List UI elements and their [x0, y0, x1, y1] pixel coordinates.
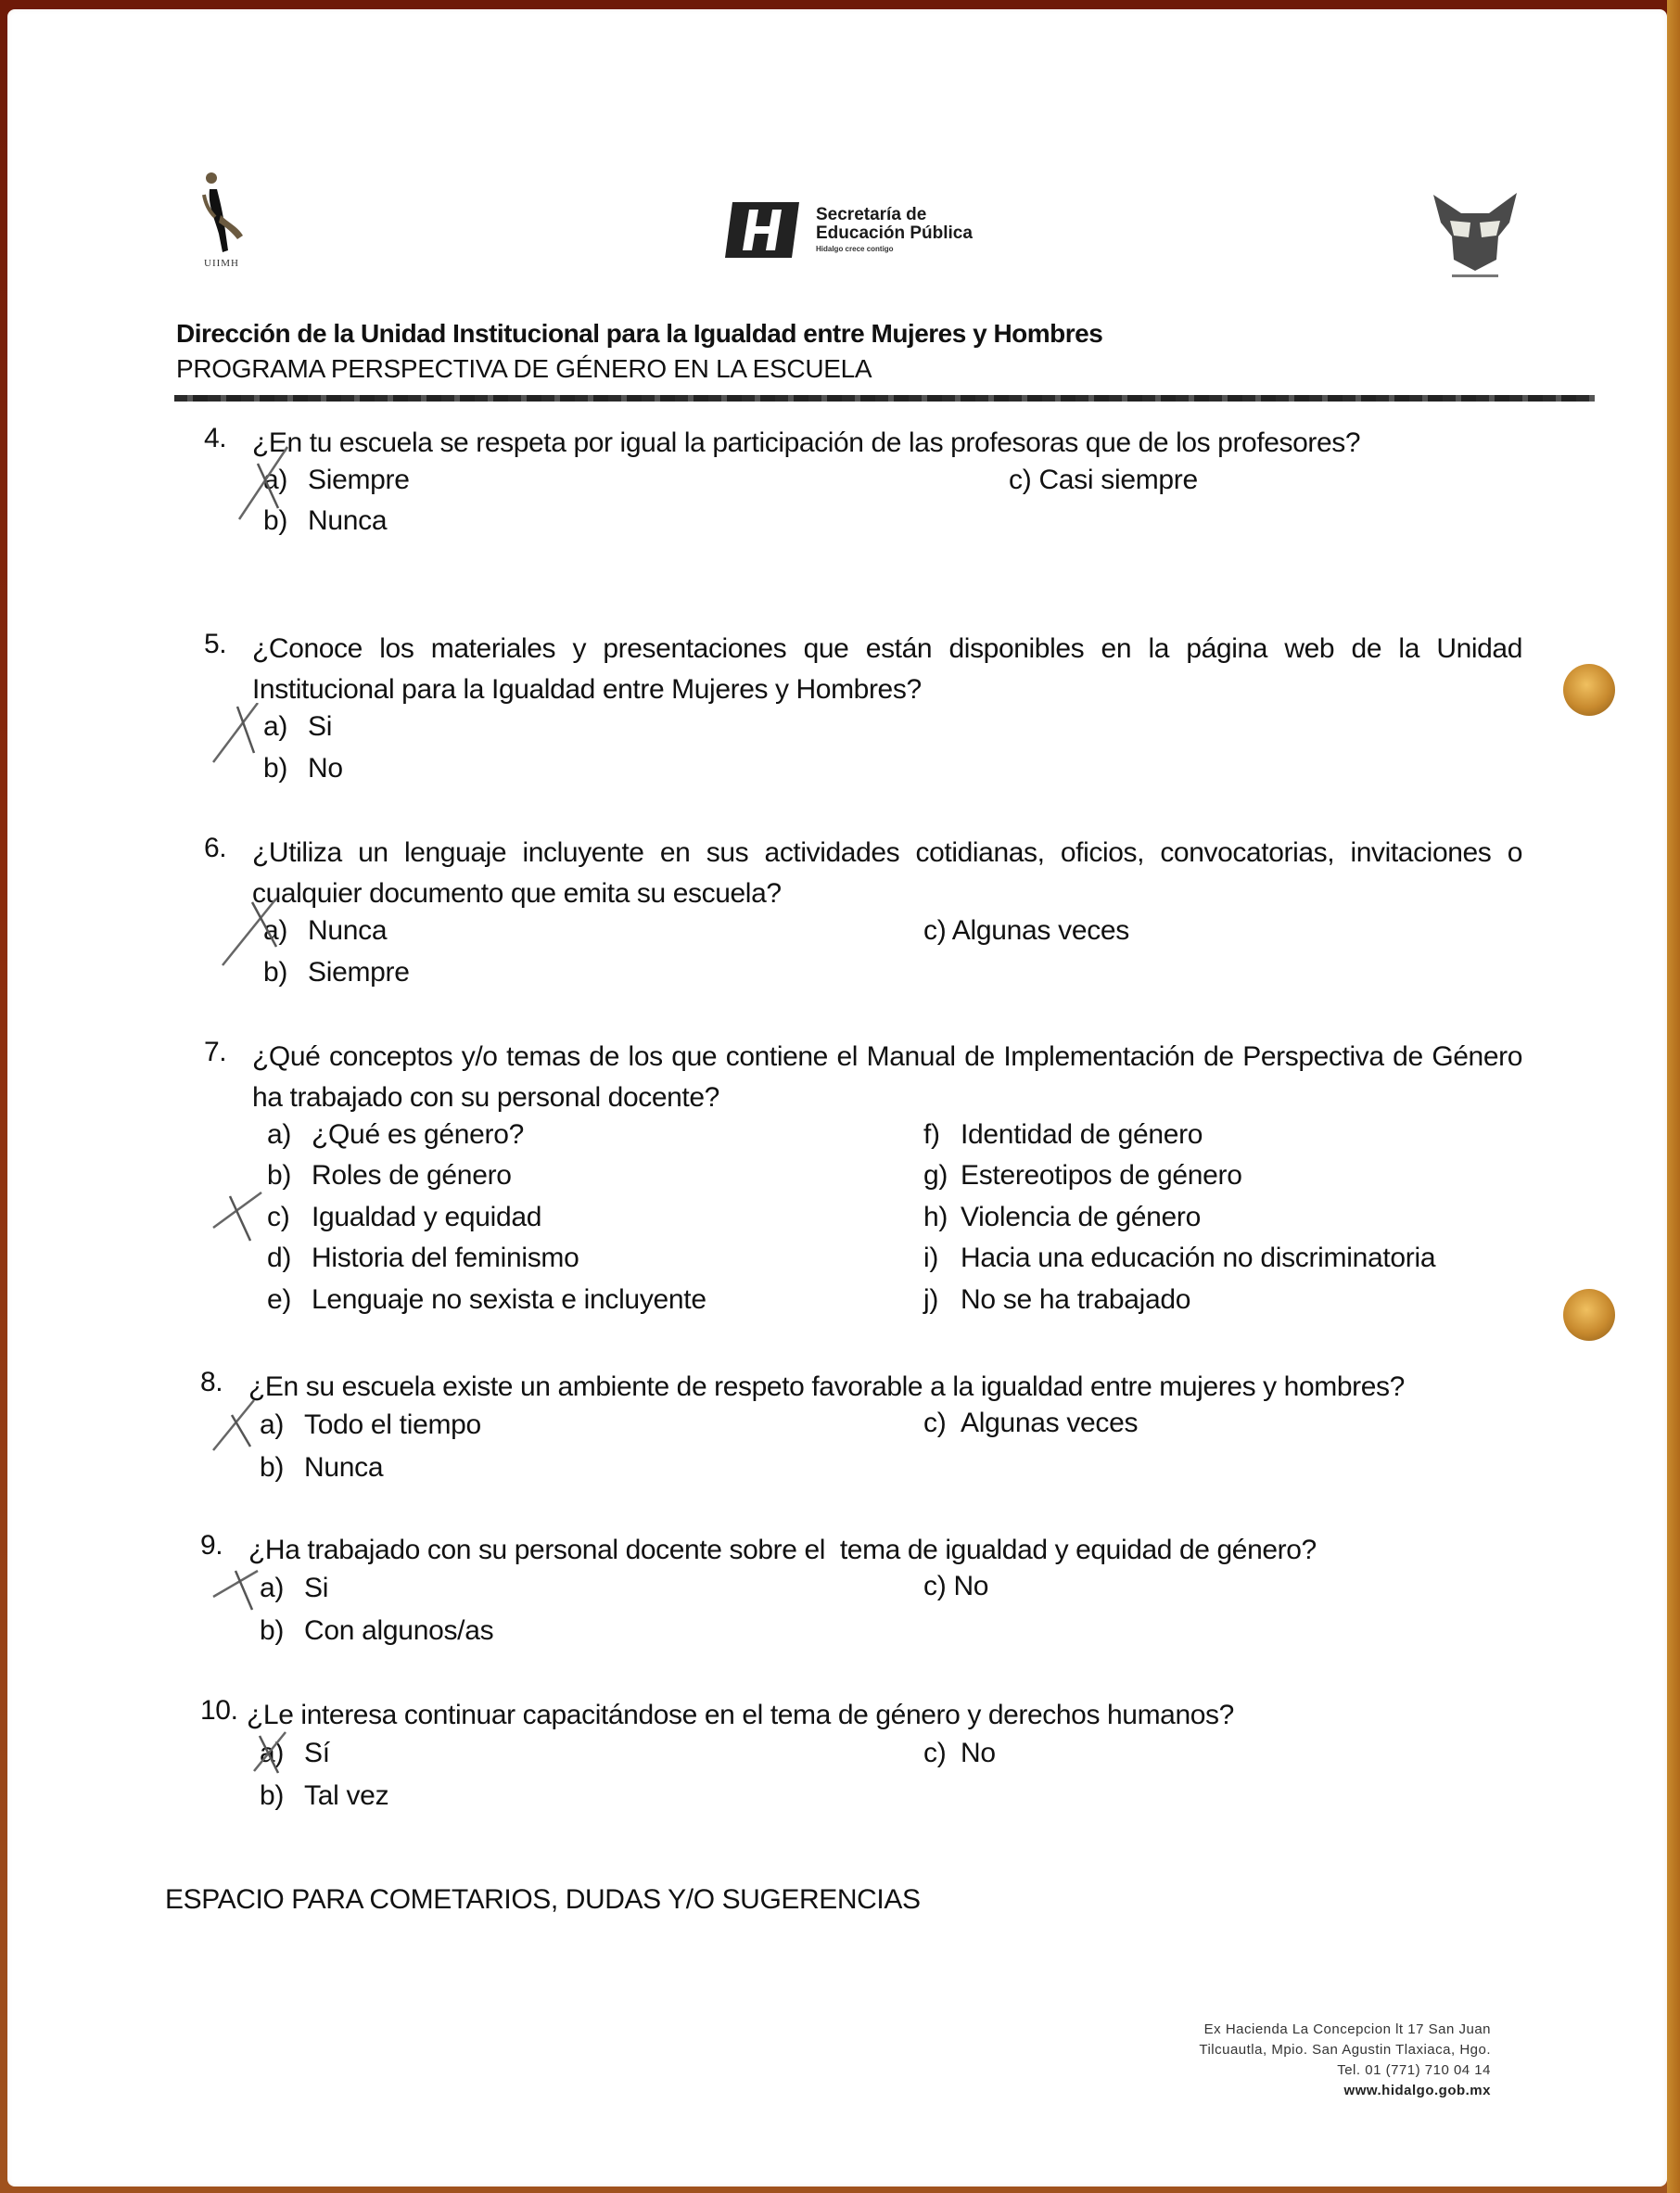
- q10-option-c[interactable]: c) No: [923, 1738, 996, 1768]
- question-number: 7.: [204, 1037, 227, 1067]
- q7-option-j[interactable]: j) No se ha trabajado: [923, 1284, 1191, 1315]
- question-number: 8.: [200, 1367, 223, 1397]
- desk-edge: [1667, 0, 1680, 2193]
- q7-option-a[interactable]: a) ¿Qué es género?: [267, 1119, 524, 1150]
- school-crest-logo: [1424, 185, 1526, 287]
- footer-website: www.hidalgo.gob.mx: [1343, 2083, 1491, 2098]
- program-title: PROGRAMA PERSPECTIVA DE GÉNERO EN LA ESCUELA: [176, 354, 872, 383]
- sep-tagline: Hidalgo crece contigo: [816, 245, 894, 254]
- question-text: ¿En tu escuela se respeta por igual la participación de las profesoras que de los profesores?: [252, 427, 1361, 458]
- q6-option-c[interactable]: c) Algunas veces: [923, 915, 1129, 946]
- q7-option-f[interactable]: f) Identidad de género: [923, 1119, 1203, 1150]
- crest-icon: [1424, 185, 1526, 287]
- hidalgo-h-icon: [721, 197, 803, 263]
- q4-option-c[interactable]: c) Casi siempre: [1009, 465, 1198, 495]
- q8-option-c[interactable]: c) Algunas veces: [923, 1408, 1139, 1438]
- question-text: ¿Utiliza un lenguaje incluyente en sus actividades cotidianas, oficios, convocatorias, invitaciones o cualquier documento que emita su escuela?: [252, 837, 1522, 909]
- question-number: 10.: [200, 1695, 238, 1726]
- q7-option-b[interactable]: b) Roles de género: [267, 1160, 512, 1191]
- question-number: 9.: [200, 1530, 223, 1561]
- document-page: [7, 9, 1667, 2187]
- q9-option-b[interactable]: b) Con algunos/as: [260, 1615, 494, 1646]
- punch-hole-icon: [1563, 664, 1615, 716]
- footer-line-2: Tilcuautla, Mpio. San Agustin Tlaxiaca, Hgo.: [1199, 2042, 1491, 2058]
- q7-option-i[interactable]: i) Hacia una educación no discriminatoria: [923, 1243, 1436, 1273]
- ribbon-figure-icon: [191, 169, 265, 261]
- header-divider: [174, 395, 1595, 402]
- q7-option-h[interactable]: h) Violencia de género: [923, 1202, 1201, 1232]
- comments-section-label: ESPACIO PARA COMETARIOS, DUDAS Y/O SUGERENCIAS: [165, 1884, 921, 1915]
- q10-option-a[interactable]: a) Sí: [260, 1738, 330, 1768]
- q7-option-g[interactable]: g) Estereotipos de género: [923, 1160, 1242, 1191]
- question-text: ¿Ha trabajado con su personal docente sobre el tema de igualdad y equidad de género?: [248, 1535, 1317, 1565]
- question-text: ¿Conoce los materiales y presentaciones que están disponibles en la página web de la Unidad Institucional para la Igualdad entre Mujeres y Hombres?: [252, 633, 1522, 705]
- q7-option-c[interactable]: c) Igualdad y equidad: [267, 1202, 542, 1232]
- q6-option-b[interactable]: b) Siempre: [263, 957, 410, 988]
- question-text: ¿Qué conceptos y/o temas de los que contiene el Manual de Implementación de Perspectiva de Género ha trabajado con su personal docente?: [252, 1041, 1522, 1113]
- q8-option-a[interactable]: a) Todo el tiempo: [260, 1409, 481, 1440]
- q4-option-a[interactable]: a) Siempre: [263, 465, 410, 495]
- q7-option-e[interactable]: e) Lenguaje no sexista e incluyente: [267, 1284, 706, 1315]
- question-text: ¿En su escuela existe un ambiente de respeto favorable a la igualdad entre mujeres y hombres?: [248, 1371, 1405, 1402]
- q8-option-b[interactable]: b) Nunca: [260, 1452, 384, 1483]
- q9-option-c[interactable]: c) No: [923, 1571, 989, 1601]
- sep-hidalgo-logo: [721, 193, 999, 267]
- question-text: ¿Le interesa continuar capacitándose en el tema de género y derechos humanos?: [247, 1700, 1234, 1730]
- q5-option-b[interactable]: b) No: [263, 753, 343, 784]
- question-number: 6.: [204, 833, 227, 863]
- q7-option-d[interactable]: d) Historia del feminismo: [267, 1243, 579, 1273]
- question-number: 4.: [204, 423, 227, 453]
- sep-line1: Secretaría de: [816, 205, 927, 225]
- footer-address: [1199, 2020, 1491, 2101]
- sep-line2: Educación Pública: [816, 223, 973, 244]
- checkmark-x-icon: [210, 1187, 274, 1252]
- q6-option-a[interactable]: a) Nunca: [263, 915, 388, 946]
- uiimh-caption: UIIMH: [204, 258, 239, 269]
- q4-option-b[interactable]: b) Nunca: [263, 505, 388, 536]
- department-title: Dirección de la Unidad Institucional para la Igualdad entre Mujeres y Hombres: [176, 319, 1103, 348]
- q10-option-b[interactable]: b) Tal vez: [260, 1780, 389, 1811]
- footer-phone: Tel. 01 (771) 710 04 14: [1337, 2062, 1491, 2078]
- uiimh-logo: [191, 169, 265, 280]
- question-number: 5.: [204, 629, 227, 659]
- punch-hole-icon: [1563, 1289, 1615, 1341]
- q9-option-a[interactable]: a) Si: [260, 1573, 329, 1603]
- footer-line-1: Ex Hacienda La Concepcion lt 17 San Juan: [1203, 2021, 1491, 2037]
- q5-option-a[interactable]: a) Si: [263, 711, 333, 742]
